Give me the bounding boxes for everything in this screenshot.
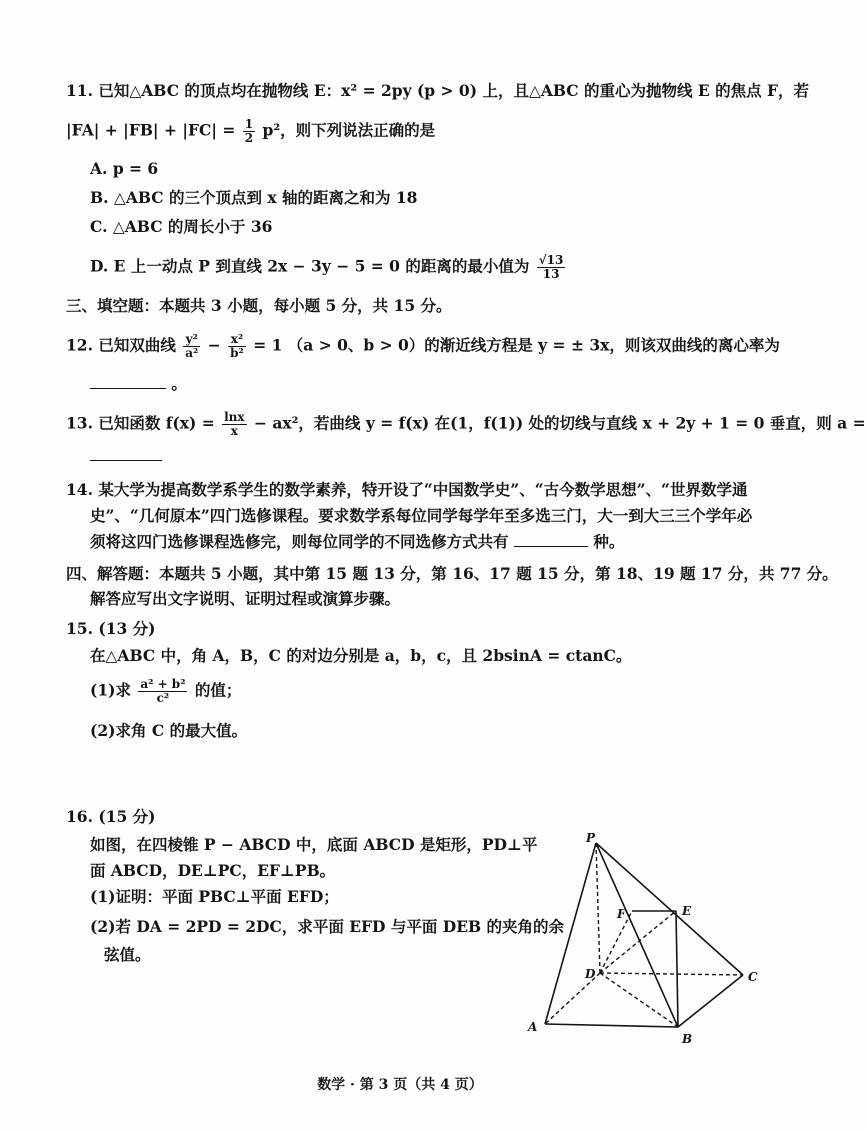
edge-DC bbox=[600, 973, 743, 975]
section-4-heading: 四、解答题：本题共 5 小题，其中第 15 题 13 分，第 16、17 题 15 分，第 18、19 题 17 分，共 77 分。 bbox=[66, 564, 838, 583]
q11-option-d-den: 13 bbox=[542, 267, 560, 281]
section-3-heading: 三、填空题：本题共 3 小题，每小题 5 分，共 15 分。 bbox=[66, 296, 452, 315]
q13-frac-num: lnx bbox=[224, 410, 245, 424]
pyramid-labels bbox=[527, 831, 758, 1046]
edge-DF bbox=[600, 911, 632, 973]
q11-frac-den: 2 bbox=[244, 131, 254, 145]
label-A: A bbox=[528, 1020, 538, 1034]
q16-line1: 如图，在四棱锥 P − ABCD 中，底面 ABCD 是矩形，PD⊥平 bbox=[90, 835, 538, 854]
q12-pre: 12. 已知双曲线 bbox=[66, 335, 176, 355]
q13-frac-den: x bbox=[230, 424, 238, 438]
q12-fraction-1 bbox=[183, 333, 200, 360]
q14-line3-post: 种。 bbox=[593, 532, 625, 551]
q11-option-d-num: √13 bbox=[538, 253, 564, 267]
q12-frac2-num: x² bbox=[228, 333, 246, 347]
label-B: B bbox=[682, 1032, 693, 1046]
q13-pre: 13. 已知函数 f(x) = bbox=[66, 413, 215, 433]
q11-fraction bbox=[243, 118, 255, 145]
q12-frac1-num: y² bbox=[183, 333, 200, 347]
label-D: D bbox=[585, 967, 596, 981]
q15-frac-num: a² + b² bbox=[140, 677, 186, 691]
q16-heading: 16. (15 分) bbox=[66, 807, 156, 826]
q12-frac1-den: a² bbox=[185, 346, 199, 360]
pyramid-figure bbox=[520, 820, 770, 1050]
q15-frac-den: c² bbox=[156, 691, 170, 705]
page-footer: 数学 · 第 3 页（共 4 页） bbox=[317, 1077, 483, 1093]
q11-option-b: B. △ABC 的三个顶点到 x 轴的距离之和为 18 bbox=[90, 188, 418, 207]
q13-fraction bbox=[222, 411, 246, 438]
label-F: F bbox=[617, 907, 626, 921]
q15-body: 在△ABC 中，角 A，B，C 的对边分别是 a，b，c，且 2bsinA = ctanC。 bbox=[90, 646, 632, 665]
q15-part2: (2)求角 C 的最大值。 bbox=[90, 721, 248, 740]
q15-part1-pre: (1)求 bbox=[90, 680, 131, 700]
q16-line4: (2)若 DA = 2PD = 2DC，求平面 EFD 与平面 DEB 的夹角的余 bbox=[90, 917, 565, 936]
q15-heading: 15. (13 分) bbox=[66, 619, 156, 638]
q14-line1: 14. 某大学为提高数学系学生的数学素养，特开设了“中国数学史”、“古今数学思想”、“世界数学通 bbox=[66, 480, 748, 499]
q16-line2: 面 ABCD，DE⊥PC，EF⊥PB。 bbox=[90, 861, 336, 880]
q11-frac-num: 1 bbox=[244, 117, 254, 131]
q12-fraction-2 bbox=[228, 333, 246, 360]
q11-option-d bbox=[90, 254, 567, 281]
q15-fraction bbox=[138, 678, 187, 705]
label-P: P bbox=[586, 831, 596, 845]
q16-line5: 弦值。 bbox=[104, 945, 151, 964]
q14-answer-blank bbox=[514, 545, 588, 547]
q11-option-a: A. p = 6 bbox=[90, 159, 159, 178]
q12-post: = 1 （a > 0、b > 0）的渐近线方程是 y = ± 3x，则该双曲线的离心率为 bbox=[253, 335, 780, 355]
q15-part1 bbox=[90, 678, 241, 705]
q14-line3-pre: 须将这四门选修课程选修完，则每位同学的不同选修方式共有 bbox=[90, 532, 509, 551]
section-4-instruction: 解答应写出文字说明、证明过程或演算步骤。 bbox=[90, 589, 401, 608]
pyramid-solid-edges bbox=[545, 843, 743, 1027]
q11-option-d-fraction bbox=[537, 254, 566, 281]
q11-line2 bbox=[66, 118, 435, 145]
q14-line3 bbox=[90, 531, 624, 553]
edge-BC bbox=[678, 975, 743, 1027]
q12-answer-line bbox=[90, 373, 187, 395]
edge-PD bbox=[596, 843, 600, 973]
edge-AB bbox=[545, 1024, 678, 1027]
q11-option-c: C. △ABC 的周长小于 36 bbox=[90, 217, 273, 236]
q12-line bbox=[66, 333, 780, 360]
edge-DE bbox=[600, 911, 676, 973]
q11-line1: 11. 已知△ABC 的顶点均在抛物线 E：x² = 2py (p > 0) 上，且△ABC 的重心为抛物线 E 的焦点 F，若 bbox=[66, 81, 810, 100]
q13-answer-line bbox=[90, 445, 162, 467]
q11-option-d-pre: D. E 上一动点 P 到直线 2x − 3y − 5 = 0 的距离的最小值为 bbox=[90, 256, 530, 276]
q15-part1-post: 的值； bbox=[194, 680, 242, 700]
edge-EB bbox=[676, 911, 678, 1027]
q12-end: 。 bbox=[171, 374, 187, 393]
q16-line3: (1)证明：平面 PBC⊥平面 EFD； bbox=[90, 887, 339, 906]
q12-frac2-den: b² bbox=[230, 346, 244, 360]
q11-line2-post: p²，则下列说法正确的是 bbox=[262, 120, 436, 140]
q13-line bbox=[66, 411, 866, 438]
q13-answer-blank bbox=[90, 459, 162, 461]
q11-line2-pre: |FA| + |FB| + |FC| = bbox=[66, 120, 236, 140]
q12-answer-blank bbox=[90, 387, 166, 389]
q14-line2: 史”、“几何原本”四门选修课程。要求数学系每位同学每学年至多选三门，大一到大三三个学年必 bbox=[90, 506, 753, 525]
label-C: C bbox=[748, 970, 758, 984]
q13-post: − ax²，若曲线 y = f(x) 在(1，f(1)) 处的切线与直线 x + 2y + 1 = 0 垂直，则 a = bbox=[253, 413, 866, 433]
q12-minus: − bbox=[207, 335, 221, 355]
label-E: E bbox=[682, 904, 692, 918]
edge-PA bbox=[545, 843, 596, 1024]
